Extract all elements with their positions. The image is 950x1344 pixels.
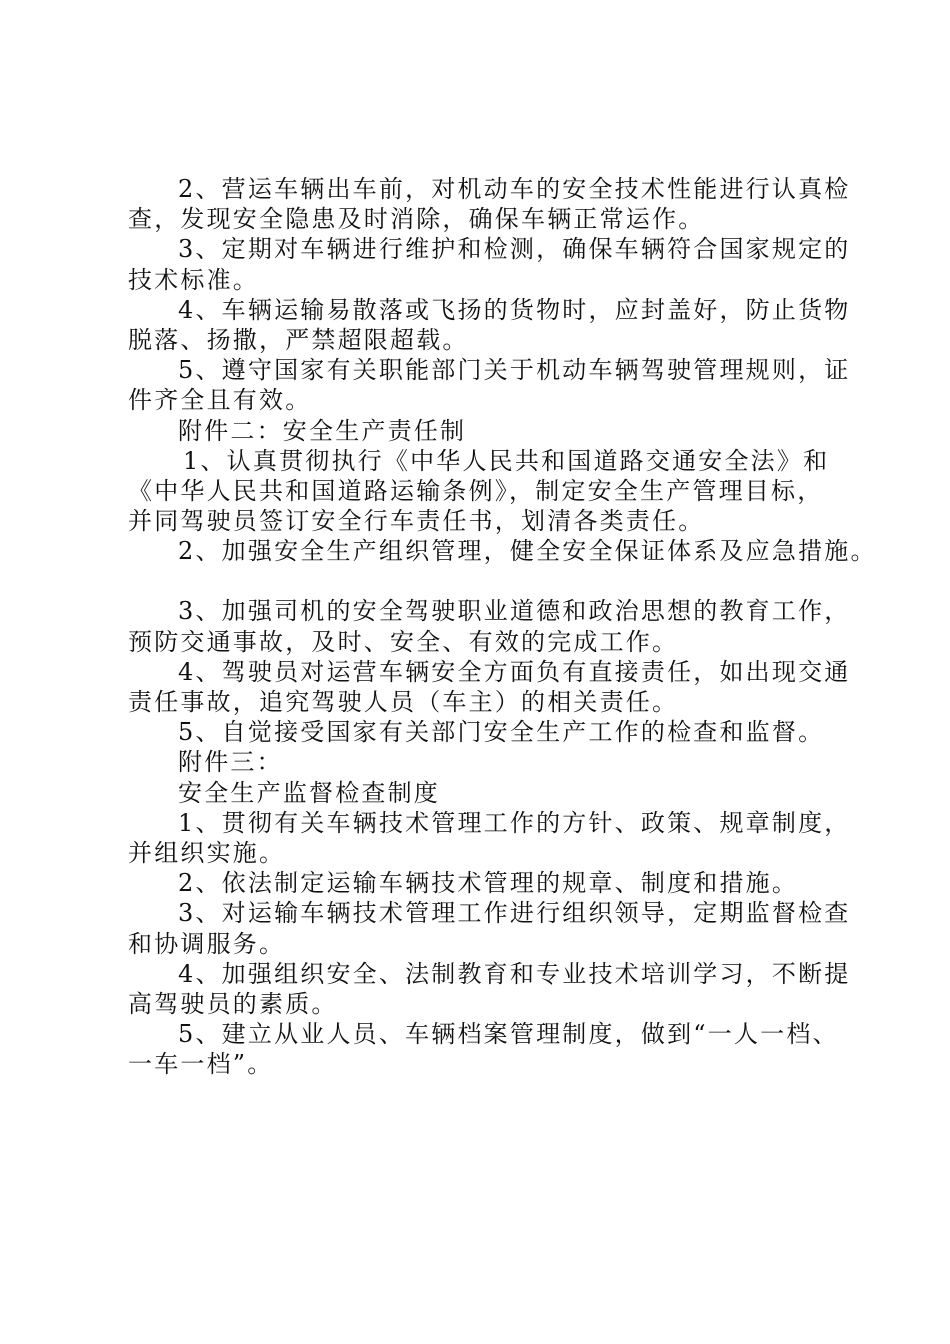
paragraph-line: 3、加强司机的安全驾驶职业道德和政治思想的教育工作， xyxy=(178,597,851,626)
paragraph-line: 2、加强安全生产组织管理，健全安全保证体系及应急措施。 xyxy=(178,537,877,566)
paragraph-line: 并同驾驶员签订安全行车责任书，划清各类责任。 xyxy=(128,507,705,536)
paragraph-line: 预防交通事故，及时、安全、有效的完成工作。 xyxy=(128,627,679,656)
paragraph-line: 脱落、扬撒，严禁超限超载。 xyxy=(128,325,469,354)
paragraph-line: 5、遵守国家有关职能部门关于机动车辆驾驶管理规则，证 xyxy=(178,356,851,385)
paragraph-line: 4、驾驶员对运营车辆安全方面负有直接责任，如出现交通 xyxy=(178,657,851,686)
paragraph-line: 《中华人民共和国道路运输条例》，制定安全生产管理目标， xyxy=(128,476,824,505)
paragraph-line: 2、营运车辆出车前，对机动车的安全技术性能进行认真检 xyxy=(178,175,851,203)
paragraph-line: 和协调服务。 xyxy=(128,929,286,958)
document-body xyxy=(128,174,877,1079)
paragraph-line: 查，发现安全隐患及时消除，确保车辆正常运作。 xyxy=(128,205,705,234)
paragraph-line: 件齐全且有效。 xyxy=(128,386,312,415)
paragraph-line: 技术标准。 xyxy=(128,265,259,294)
paragraph-line: 5、自觉接受国家有关部门安全生产工作的检查和监督。 xyxy=(178,718,825,747)
paragraph-line: 并组织实施。 xyxy=(128,838,286,867)
paragraph-line: 2、依法制定运输车辆技术管理的规章、制度和措施。 xyxy=(178,869,799,898)
section-heading: 附件三： xyxy=(178,748,283,777)
paragraph-line: 3、定期对车辆进行维护和检测，确保车辆符合国家规定的 xyxy=(178,235,851,264)
paragraph-line: 1、贯彻有关车辆技术管理工作的方针、政策、规章制度， xyxy=(178,808,851,837)
paragraph-line: 一车一档”。 xyxy=(128,1050,274,1079)
paragraph-line: 4、加强组织安全、法制教育和专业技术培训学习，不断提 xyxy=(178,959,851,988)
section-title: 安全生产监督检查制度 xyxy=(178,778,440,807)
paragraph-line: 4、车辆运输易散落或飞扬的货物时，应封盖好，防止货物 xyxy=(178,295,851,324)
paragraph-line: 责任事故，追究驾驶人员（车主）的相关责任。 xyxy=(128,688,679,716)
paragraph-line: 高驾驶员的素质。 xyxy=(128,989,338,1018)
paragraph-line: 1、认真贯彻执行《中华人民共和国道路交通安全法》和 xyxy=(183,446,830,475)
paragraph-line: 3、对运输车辆技术管理工作进行组织领导，定期监督检查 xyxy=(178,899,851,928)
paragraph-line: 5、建立从业人员、车辆档案管理制度，做到“一人一档、 xyxy=(178,1020,839,1049)
section-heading: 附件二：安全生产责任制 xyxy=(178,416,467,445)
paragraph-gap xyxy=(128,566,848,596)
